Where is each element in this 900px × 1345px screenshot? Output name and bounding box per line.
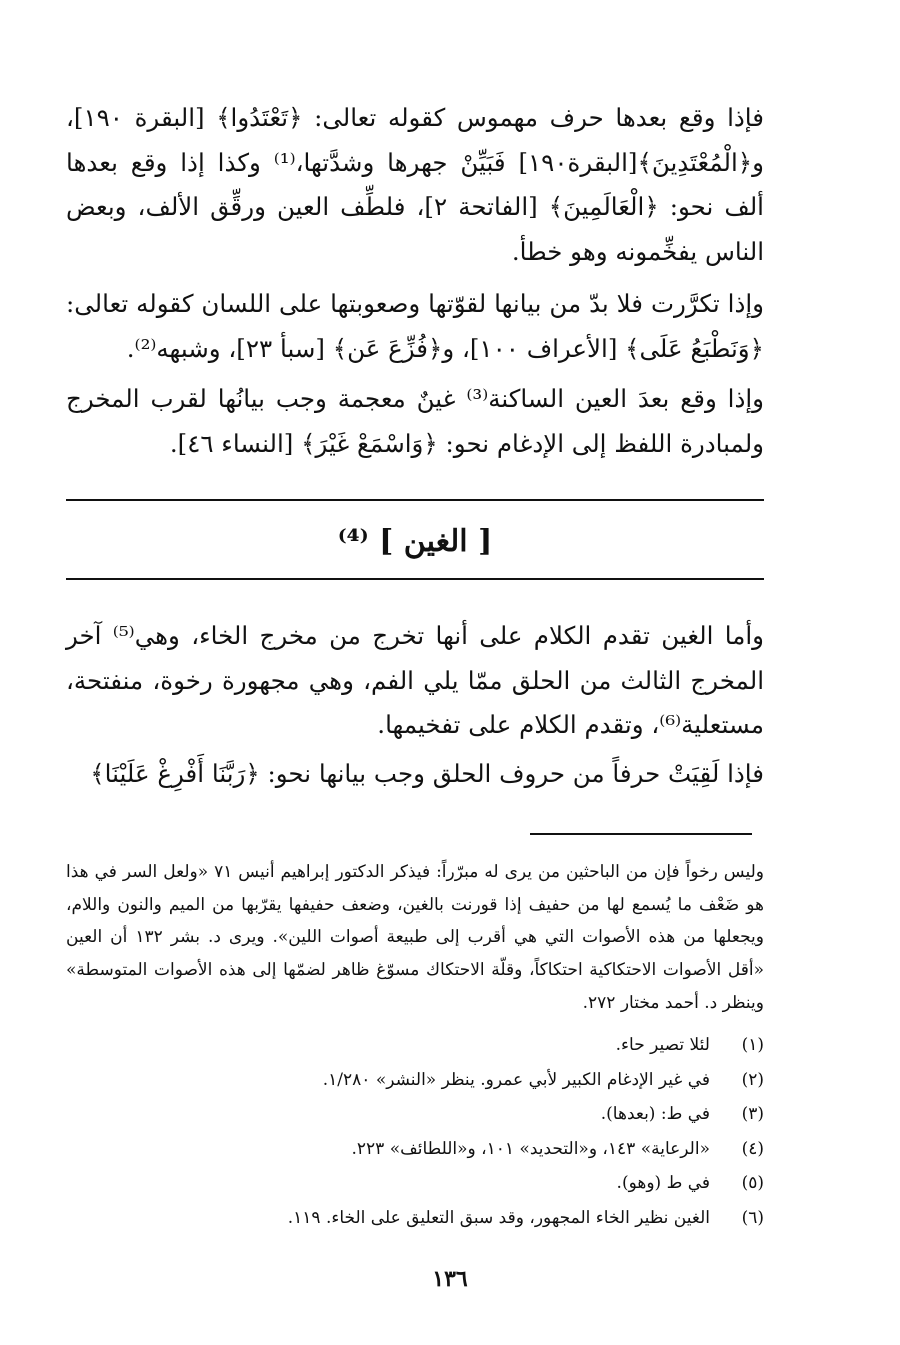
footnote-number: (٢) [741,1069,764,1090]
heading-divider-top [66,499,764,501]
section-paragraph: وأما الغين تقدم الكلام على أنها تخرج من مخرج الخاء، وهي⁽⁵⁾ آخر المخرج الثالث من الحلق ممّا يلي الفم، وهي مجهورة رخوة، منفتحة، مستعلية⁽⁶⁾، وتقدم الكلام على تفخيمها. [66,621,764,739]
section-heading: [ الغين ] ⁽⁴⁾ [337,524,493,559]
body-paragraph: فإذا وقع بعدها حرف مهموس كقوله تعالى: ﴿تَعْتَدُوا﴾ [البقرة ١٩٠]، و﴿الْمُعْتَدِينَ﴾[البقرة١٩٠] فَبَيِّنْ جهرها وشدَّتها،⁽¹⁾ وكذا إذا وقع بعدها ألف نحو: ﴿الْعَالَمِينَ﴾ [الفاتحة ٢]، فلطِّف العين ورقِّق الألف، وبعض الناس يفخِّمونه وهو خطأ. [66,103,764,266]
footnote-text: «الرعاية» ١٤٣، و«التحديد» ١٠١، و«اللطائف» ٢٢٣. [351,1138,710,1159]
footnote-item [66,1166,764,1201]
footnote-text: في ط (وهو). [616,1173,710,1193]
footnote-number: (١) [741,1035,764,1055]
footnote-text: لئلا تصير حاء. [615,1035,710,1055]
footnote-item [66,1201,764,1236]
footnote-item [66,1097,764,1132]
body-paragraph: وإذا وقع بعدَ العين الساكنة⁽³⁾ غينٌ معجمة وجب بيانُها لقرب المخرج ولمبادرة اللفظ إلى الإدغام نحو: ﴿وَاسْمَعْ غَيْرَ﴾ [النساء ٤٦]. [66,384,764,458]
section-paragraph: فإذا لَقِيَتْ حرفاً من حروف الحلق وجب بيانها نحو: ﴿رَبَّنَا أَفْرِغْ عَلَيْنَا﴾ [90,759,764,788]
footnote-number: (٦) [741,1207,764,1228]
footnote-text: في غير الإدغام الكبير لأبي عمرو. ينظر «النشر» ١/٢٨٠. [322,1069,710,1090]
page-number: ١٣٦ [432,1266,468,1292]
body-paragraph: وإذا تكرَّرت فلا بدّ من بيانها لقوّتها وصعوبتها على اللسان كقوله تعالى: ﴿وَنَطْبَعُ عَلَى﴾ [الأعراف ١٠٠]، و﴿فُزِّعَ عَن﴾ [سبأ ٢٣]، وشبهه⁽²⁾. [66,289,764,363]
footnote-item [66,1132,764,1167]
footnote-number: (٤) [741,1138,764,1159]
footnote-text: الغين نظير الخاء المجهور، وقد سبق التعليق على الخاء. ١١٩. [287,1207,710,1228]
heading-divider-bottom [66,578,764,580]
footnote-list [66,1028,764,1235]
footnote-item [66,1028,764,1063]
footnote-continuation: وليس رخواً فإن من الباحثين من يرى له مبرّراً: فيذكر الدكتور إبراهيم أنيس ٧١ «ولعل السر في هذا هو ضَعْف ما يُسمع لها من حفيف إذا قورنت بالغين، وضعف حفيفها يقرّبها من الميم والنون واللام، ويجعلها من هذه الأصوات التي هي أقرب إلى طبيعة أصوات اللين». ويرى د. بشر ١٣٢ أن العين «أقل الأصوات الاحتكاكية احتكاكاً، وقلّة الاحتكاك مسوّغ ظاهر لضمّها إلى هذه الأصوات المتوسطة» وينظر د. أحمد مختار ٢٧٢. [66,862,764,1013]
footnote-number: (٥) [741,1173,764,1193]
footnote-separator [530,833,752,835]
footnote-number: (٣) [741,1104,764,1124]
footnote-text: في ط: (بعدها). [600,1104,710,1124]
footnote-item [66,1063,764,1098]
